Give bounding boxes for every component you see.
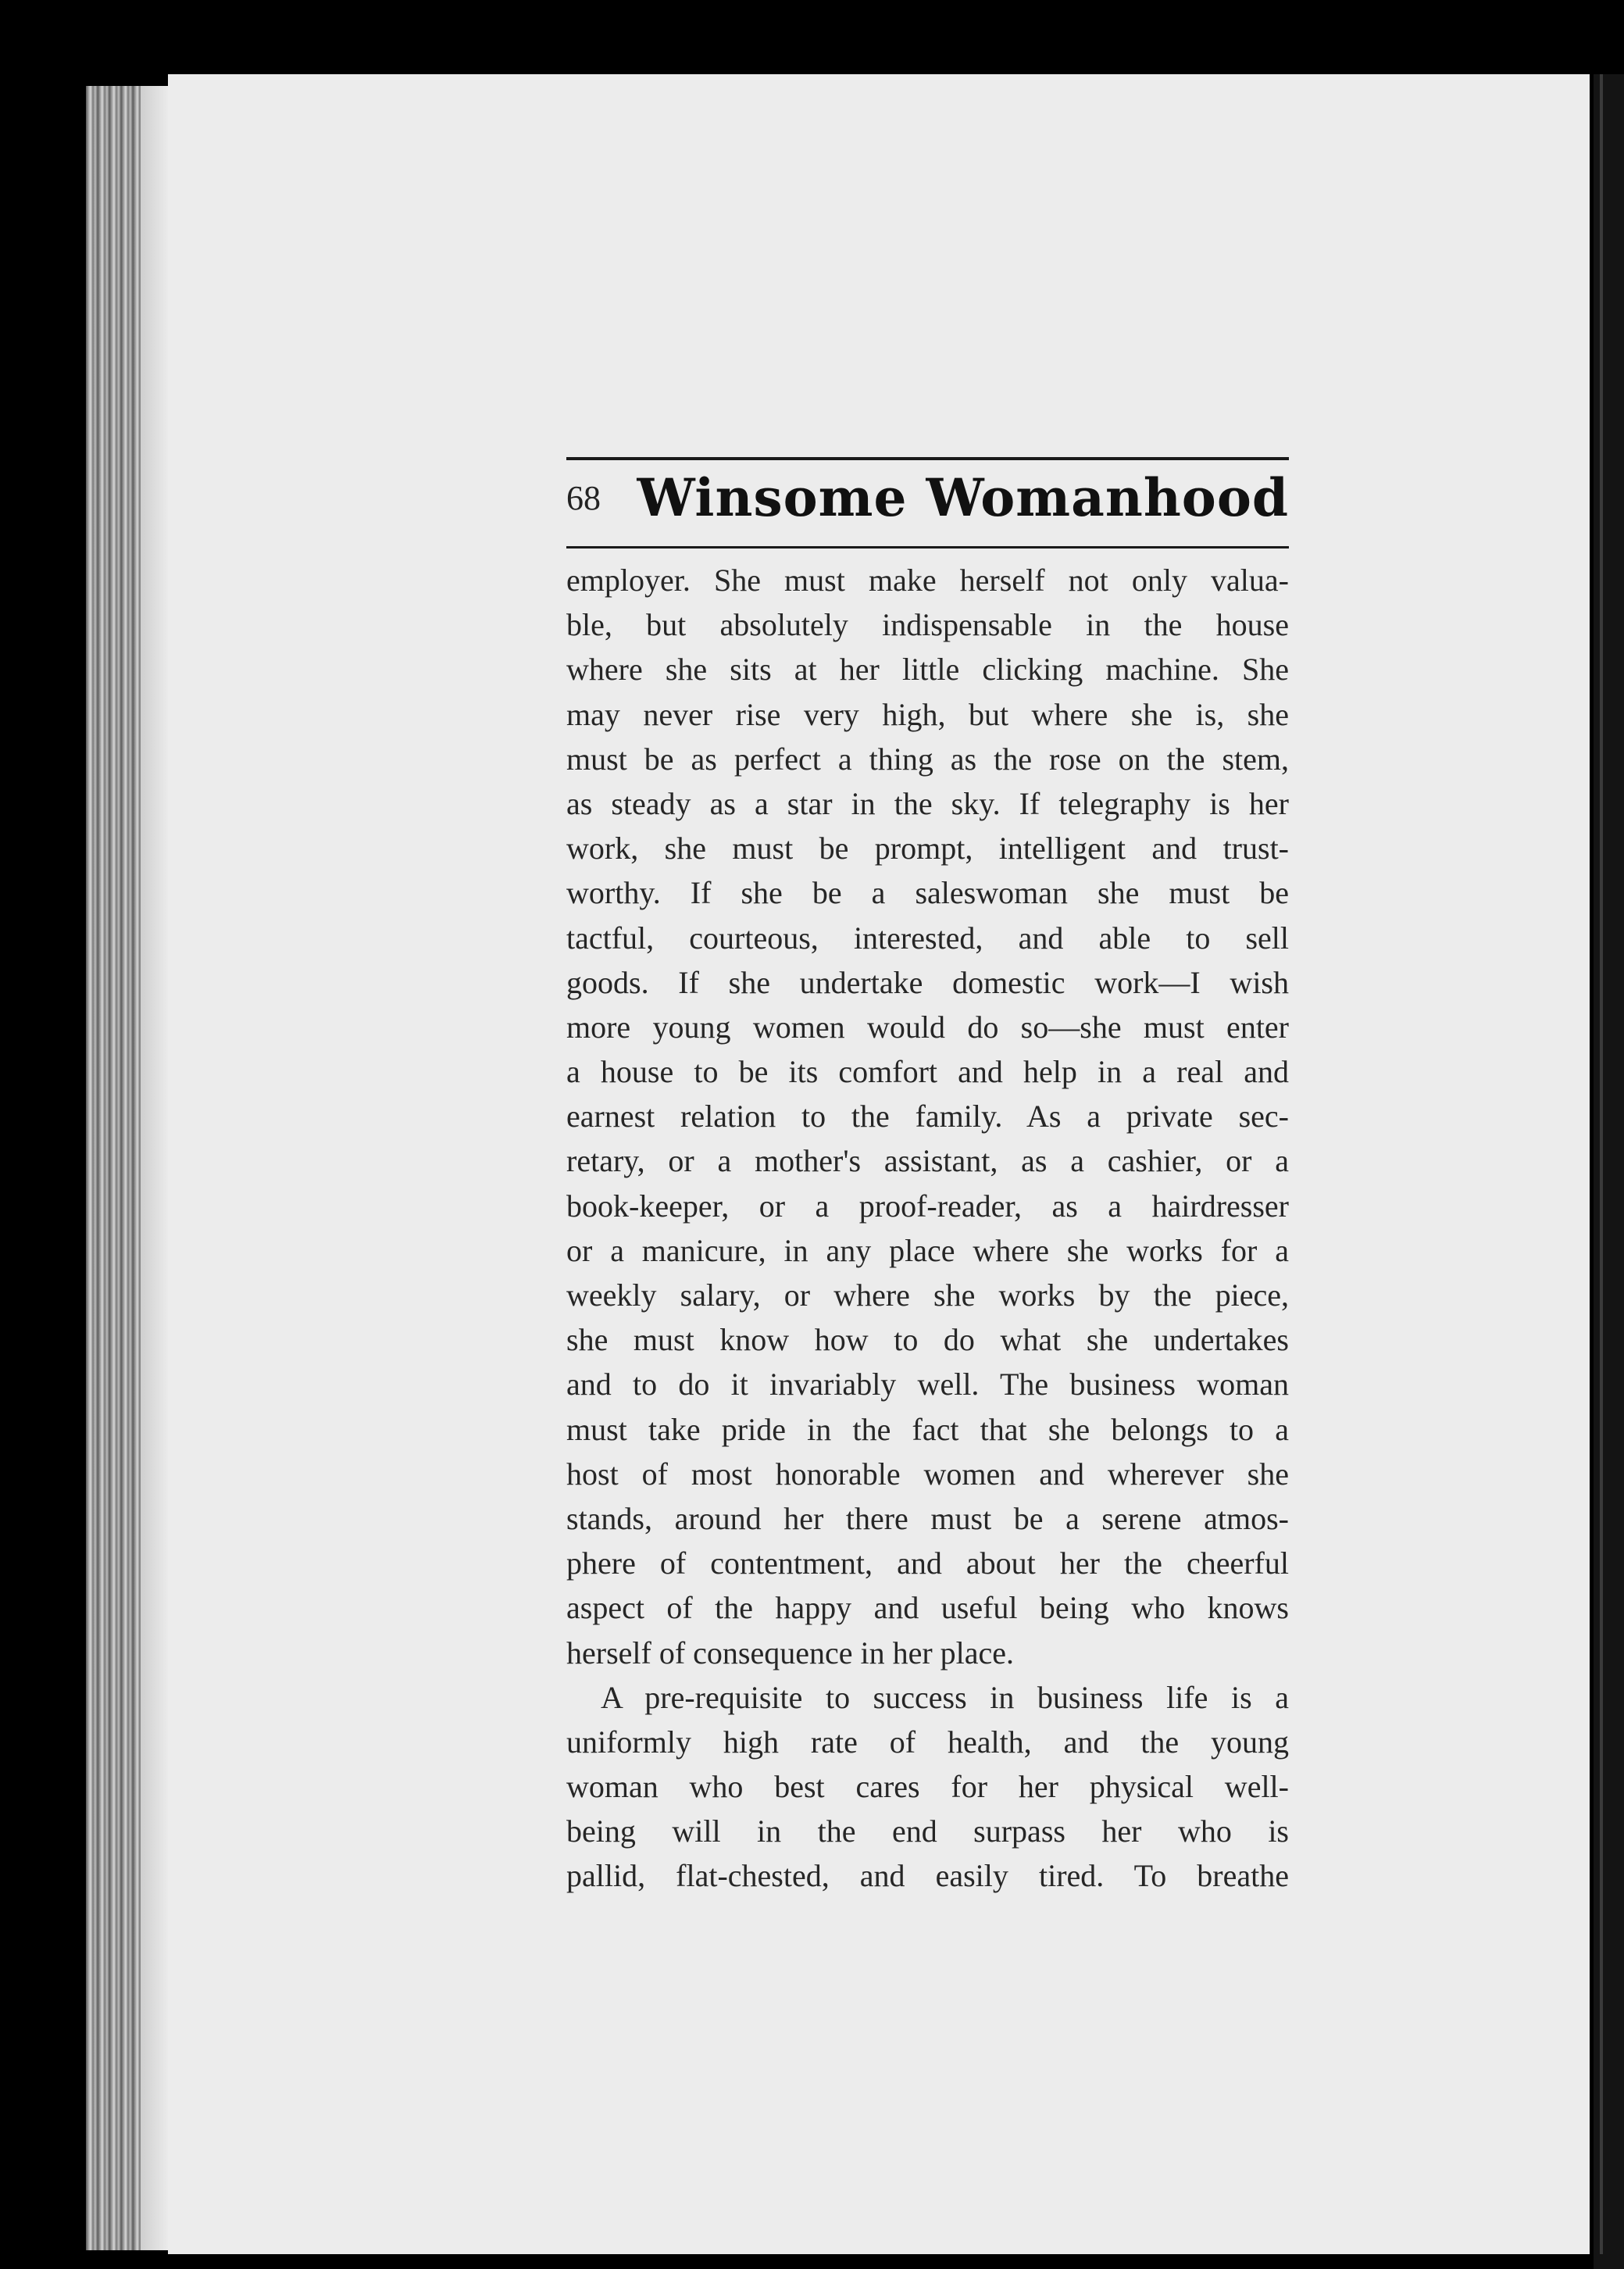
text-line: woman who best cares for her physical well- [566,1769,1289,1805]
text-line: more young women would do so—she must enter [566,1009,1289,1045]
book-gutter-shadow [141,86,172,2250]
text-line: being will in the end surpass her who is [566,1813,1289,1849]
text-line: retary, or a mother's assistant, as a cashier, or a [566,1143,1289,1179]
page-number: 68 [566,479,601,517]
text-line: book-keeper, or a proof-reader, as a hairdresser [566,1188,1289,1224]
text-line: phere of contentment, and about her the cheerful [566,1545,1289,1581]
text-line: as steady as a star in the sky. If telegraphy is her [566,785,1289,821]
header-rule-top [566,457,1289,460]
text-line: earnest relation to the family. As a private sec- [566,1099,1289,1134]
text-line: herself of consequence in her place. [566,1635,1015,1670]
text-line: worthy. If she be a saleswoman she must be [566,875,1289,911]
text-line: and to do it invariably well. The business woman [566,1367,1289,1402]
text-line: where she sits at her little clicking machine. She [566,652,1289,688]
text-line: ble, but absolutely indispensable in the house [566,607,1289,643]
text-line: must take pride in the fact that she belongs to a [566,1411,1289,1447]
text-line: employer. She must make herself not only valua- [566,563,1289,598]
header-rule-bottom [566,546,1289,548]
text-line: goods. If she undertake domestic work—I wish [566,964,1289,1000]
text-line: pallid, flat-chested, and easily tired. To breathe [566,1858,1289,1894]
text-line: host of most honorable women and wherever she [566,1456,1289,1492]
text-line: or a manicure, in any place where she works for a [566,1232,1289,1268]
body-text [566,558,1289,1899]
text-line: must be as perfect a thing as the rose on the stem, [566,741,1289,777]
text-line: A pre-requisite to success in business life is a [601,1679,1289,1715]
running-title: Winsome Womanhood [637,467,1289,528]
text-line: may never rise very high, but where she is, she [566,696,1289,732]
scan-right-border [1594,74,1624,2269]
text-line: tactful, courteous, interested, and able to sell [566,920,1289,956]
text-line: weekly salary, or where she works by the piece, [566,1277,1289,1313]
text-line: aspect of the happy and useful being who knows [566,1590,1289,1626]
text-line: uniformly high rate of health, and the young [566,1724,1289,1760]
text-line: a house to be its comfort and help in a real and [566,1054,1289,1090]
text-line: stands, around her there must be a serene atmos- [566,1500,1289,1536]
text-line: she must know how to do what she undertakes [566,1322,1289,1358]
facing-page-edge [1600,74,1603,2254]
text-line: work, she must be prompt, intelligent and trust- [566,831,1289,867]
